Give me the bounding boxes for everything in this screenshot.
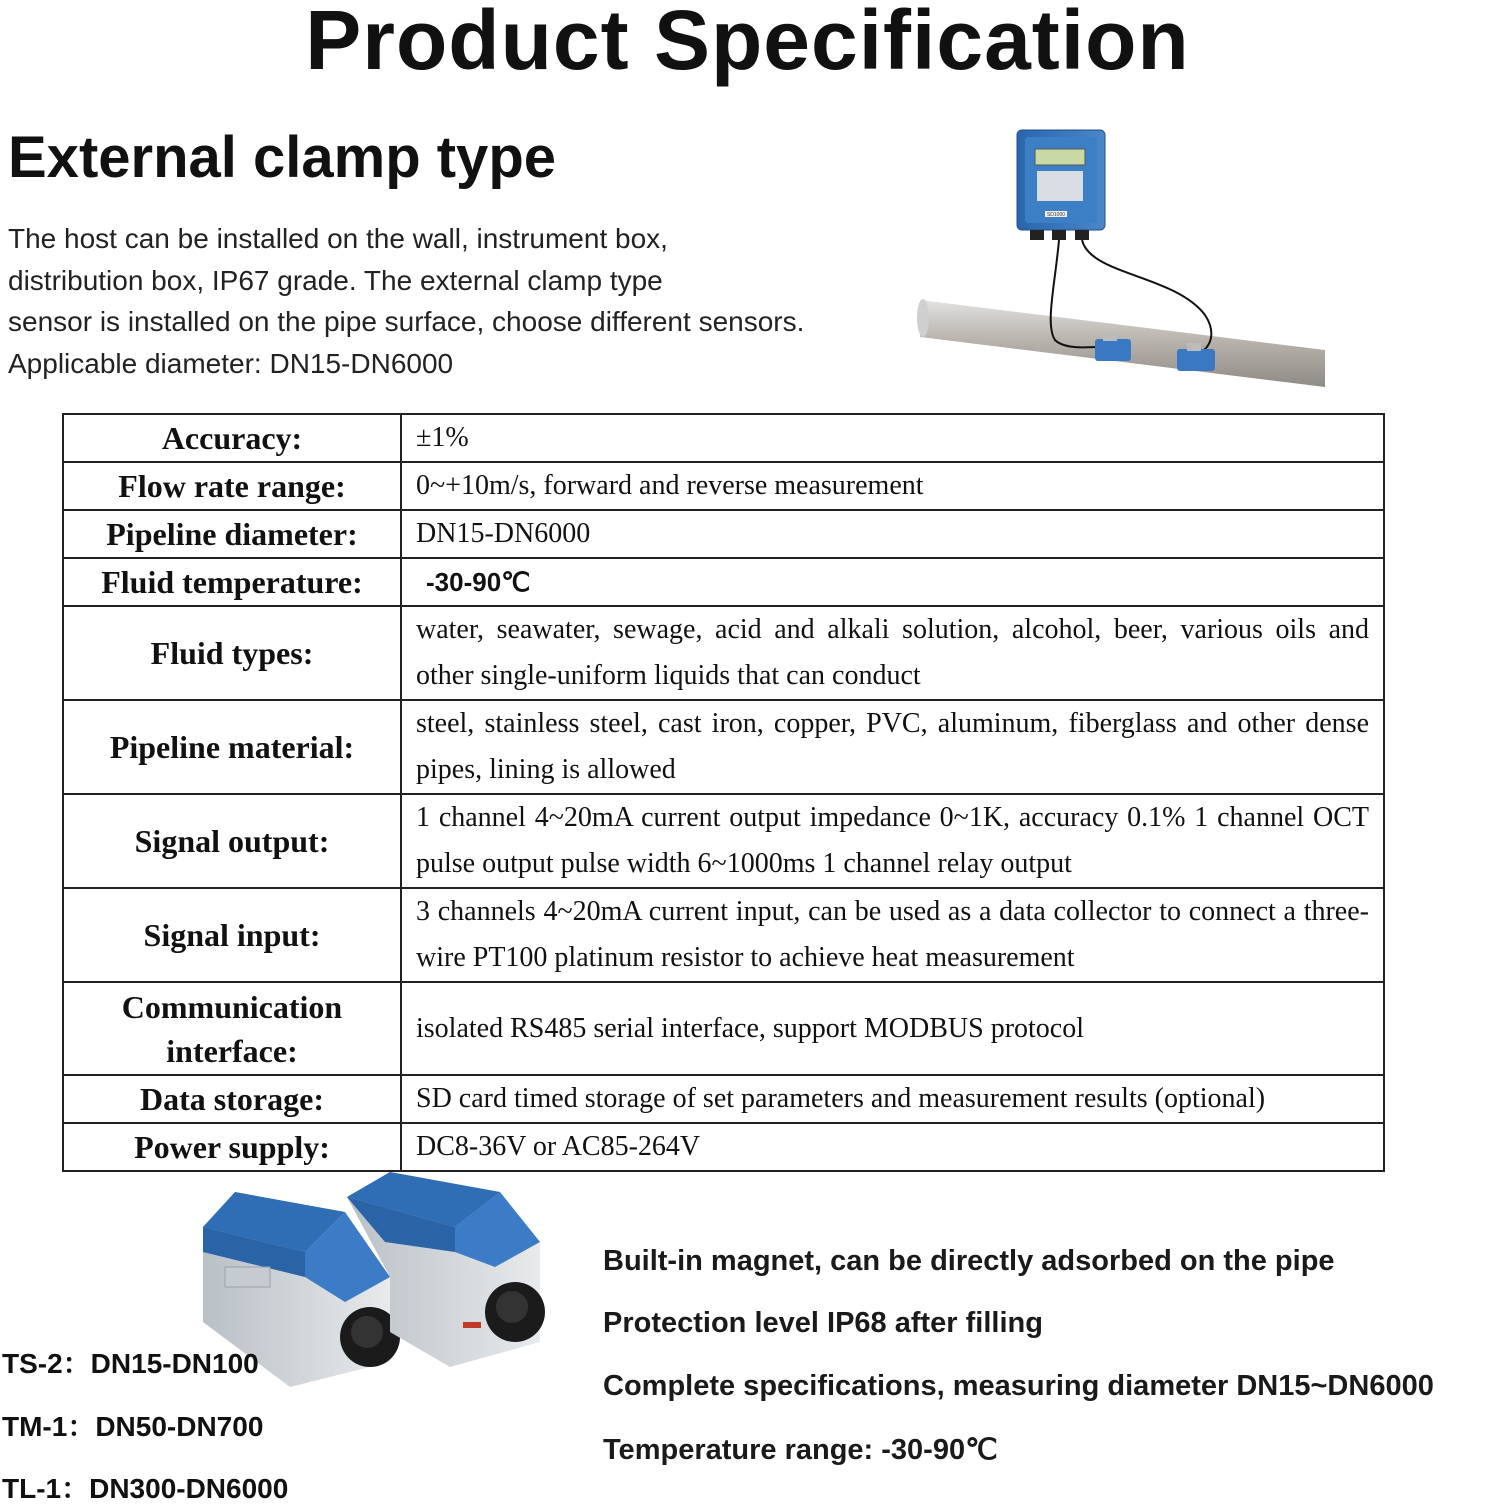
table-row <box>63 462 1384 510</box>
spec-label: Data storage: <box>63 1075 401 1123</box>
spec-label: Pipeline diameter: <box>63 510 401 558</box>
spec-label: Flow rate range: <box>63 462 401 510</box>
table-row <box>63 982 1384 1075</box>
spec-value: -30-90℃ <box>401 558 1384 606</box>
intro-line: The host can be installed on the wall, instrument box, <box>8 223 668 254</box>
spec-label: Fluid types: <box>63 606 401 700</box>
intro-paragraph <box>8 218 908 384</box>
page-title: Product Specification <box>305 0 1190 87</box>
feature-ip68: Protection level IP68 after filling <box>603 1307 1043 1339</box>
spec-value: DC8-36V or AC85-264V <box>401 1123 1384 1171</box>
flow-meter-image <box>915 125 1335 395</box>
spec-table <box>62 413 1385 1172</box>
section-heading: External clamp type <box>8 125 556 190</box>
spec-label: Pipeline material: <box>63 700 401 794</box>
feature-diameter: Complete specifications, measuring diameter DN15~DN6000 <box>603 1370 1434 1402</box>
spec-value: 1 channel 4~20mA current output impedance 0~1K, accuracy 0.1% 1 channel OCT pulse output pulse width 6~1000ms 1 channel relay output <box>401 794 1384 888</box>
spec-label: Signal output: <box>63 794 401 888</box>
spec-value: SD card timed storage of set parameters and measurement results (optional) <box>401 1075 1384 1123</box>
sensor-model-tm1: TM-1：DN50-DN700 <box>2 1411 264 1442</box>
meter-label: SD1000 <box>1046 212 1066 218</box>
table-row <box>63 1075 1384 1123</box>
spec-label: Fluid temperature: <box>63 558 401 606</box>
sensor-model-tl1: TL-1：DN300-DN6000 <box>2 1473 289 1504</box>
spec-label: Accuracy: <box>63 414 401 462</box>
spec-label: Signal input: <box>63 888 401 982</box>
intro-line: distribution box, IP67 grade. The external clamp type <box>8 264 663 296</box>
feature-temperature: Temperature range: -30-90℃ <box>603 1434 998 1466</box>
table-row <box>63 558 1384 606</box>
spec-value: DN15-DN6000 <box>401 510 1384 558</box>
intro-line: Applicable diameter: DN15-DN6000 <box>8 347 454 379</box>
spec-value: 0~+10m/s, forward and reverse measurement <box>401 462 1384 510</box>
spec-value: isolated RS485 serial interface, support MODBUS protocol <box>401 982 1384 1075</box>
meter-host-box <box>1017 130 1105 240</box>
spec-value: water, seawater, sewage, acid and alkali solution, alcohol, beer, various oils and other single-uniform liquids that can conduct <box>401 606 1384 700</box>
spec-value: steel, stainless steel, cast iron, copper, PVC, aluminum, fiberglass and other dense pipes, lining is allowed <box>401 700 1384 794</box>
table-row <box>63 1123 1384 1171</box>
table-row <box>63 510 1384 558</box>
table-row <box>63 888 1384 982</box>
table-row <box>63 700 1384 794</box>
intro-line: sensor is installed on the pipe surface, choose different sensors. <box>8 306 805 337</box>
spec-value: 3 channels 4~20mA current input, can be used as a data collector to connect a three-wire PT100 platinum resistor to achieve heat measurement <box>401 888 1384 982</box>
table-row <box>63 414 1384 462</box>
table-row <box>63 794 1384 888</box>
spec-label: Communication interface: <box>63 982 401 1075</box>
sensor-model-ts2: TS-2：DN15-DN100 <box>2 1348 259 1379</box>
table-row <box>63 606 1384 700</box>
spec-label: Power supply: <box>63 1123 401 1171</box>
feature-magnet: Built-in magnet, can be directly adsorbed on the pipe <box>603 1245 1335 1277</box>
spec-value: ±1% <box>401 414 1384 462</box>
